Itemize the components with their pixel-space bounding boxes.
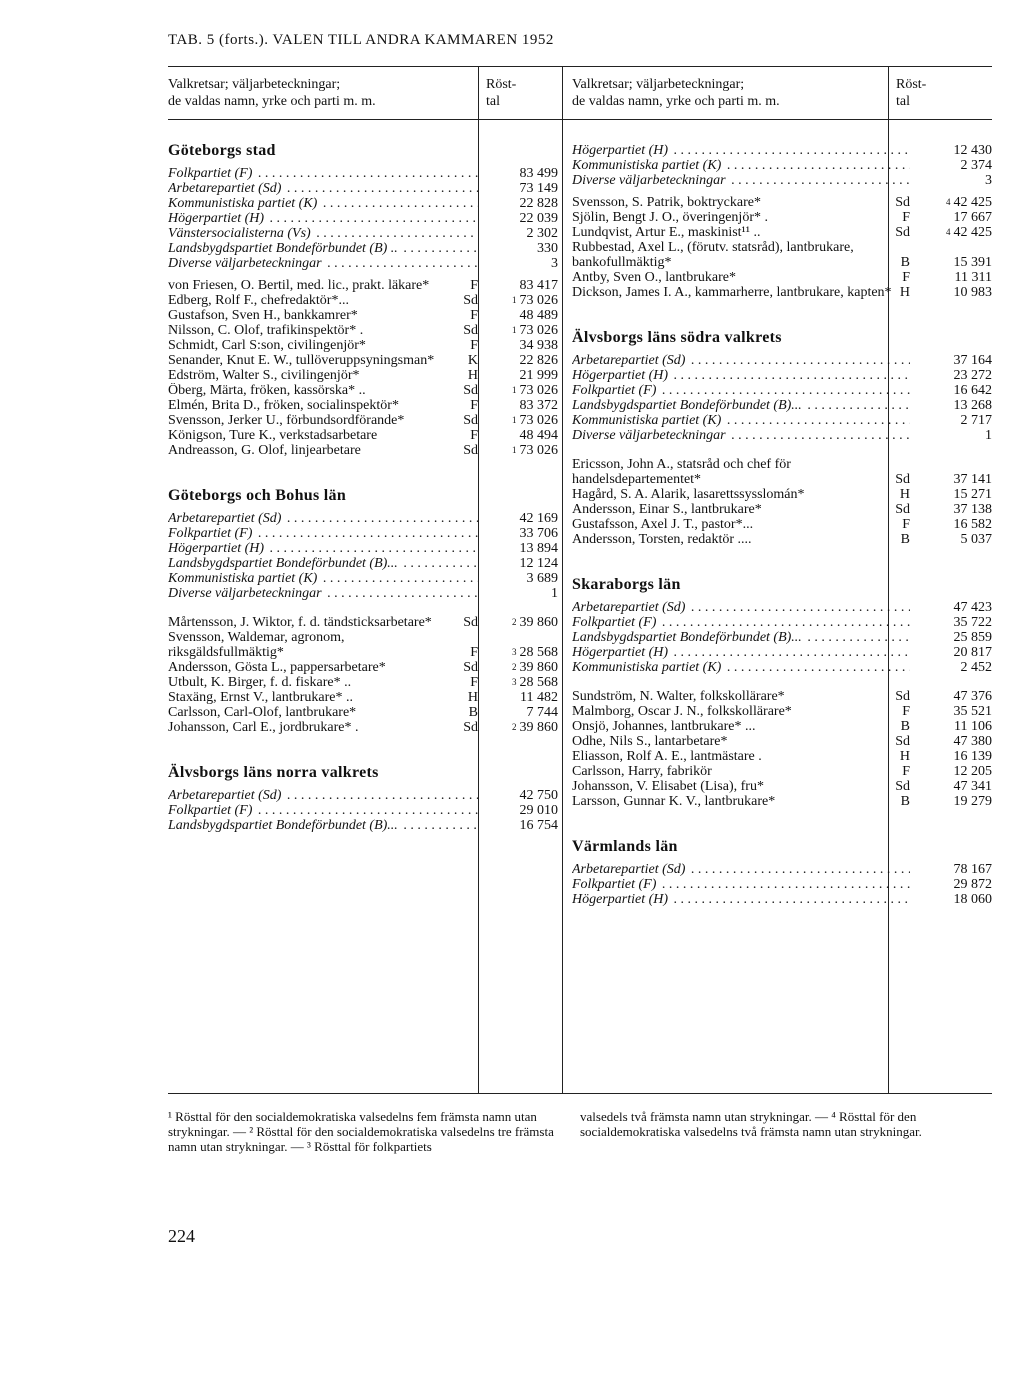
elected-votes: $^1$ 73 026 <box>512 413 558 428</box>
footnote-marker: 1 <box>512 325 517 335</box>
right-label-header: Valkretsar; väljarbeteckningar; de valdas namn, yrke och parti m. m. <box>572 77 780 109</box>
party-name: Arbetarepartiet (Sd) . . . <box>168 181 478 196</box>
elected-name: Andersson, Einar S., lantbrukare* <box>572 502 762 517</box>
elected-row <box>572 734 992 749</box>
party-votes: 330 <box>537 241 558 256</box>
elected-name: von Friesen, O. Bertil, med. lic., prakt. läkare* <box>168 278 430 293</box>
party-row <box>572 383 992 398</box>
left-column <box>168 143 558 833</box>
party-row <box>168 211 558 226</box>
party-votes: 2 374 <box>960 158 992 173</box>
party-code: Sd <box>895 472 910 487</box>
elected-votes: 11 311 <box>954 270 992 285</box>
elected-name: Sjölin, Bengt J. O., överingenjör* . <box>572 210 768 225</box>
party-name: Vänstersocialisterna (Vs) . . . <box>168 226 478 241</box>
elected-name: Malmborg, Oscar J. N., folkskollärare* <box>572 704 792 719</box>
page-number: 224 <box>168 1226 195 1246</box>
elected-name: Gustafson, Sven H., bankkamrer* <box>168 308 358 323</box>
party-name: Kommunistiska partiet (K) . . . <box>572 158 910 173</box>
footnote-marker: 3 <box>512 677 517 687</box>
elected-name: Königson, Ture K., verkstadsarbetare <box>168 428 378 443</box>
party-code: F <box>470 308 478 323</box>
elected-name: Carlsson, Harry, fabrikör <box>572 764 712 779</box>
party-row <box>168 586 558 601</box>
elected-list <box>168 278 558 458</box>
party-row <box>168 803 558 818</box>
elected-name: Andreasson, G. Olof, linjearbetare <box>168 443 361 458</box>
footnote-marker: 1 <box>512 295 517 305</box>
party-row <box>572 398 992 413</box>
elected-votes: 22 826 <box>519 353 558 368</box>
elected-name: Odhe, Nils S., lantarbetare* <box>572 734 728 749</box>
elected-votes: 47 376 <box>953 689 992 704</box>
section-title: Göteborgs stad <box>168 142 276 159</box>
party-row <box>572 877 992 892</box>
party-row <box>572 600 992 615</box>
party-list <box>168 166 558 271</box>
party-code: Sd <box>463 323 478 338</box>
party-row <box>572 173 992 188</box>
elected-name: Onsjö, Johannes, lantbrukare* ... <box>572 719 756 734</box>
party-code: H <box>899 487 910 502</box>
party-code: F <box>902 517 910 532</box>
elected-row <box>168 720 558 735</box>
party-list <box>572 143 992 188</box>
elected-name: Larsson, Gunnar K. V., lantbrukare* <box>572 794 776 809</box>
party-name: Kommunistiska partiet (K) . . . <box>572 413 910 428</box>
elected-name: Johansson, Carl E., jordbrukare* . <box>168 720 359 735</box>
party-votes: 16 642 <box>953 383 992 398</box>
party-code: Sd <box>895 502 910 517</box>
party-code: F <box>902 764 910 779</box>
party-name: Landsbygdspartiet Bondeförbundet (B)... . . . <box>572 630 910 645</box>
party-votes: 2 452 <box>960 660 992 675</box>
footnote-marker: 1 <box>512 385 517 395</box>
footnote-marker: 4 <box>946 197 951 207</box>
elected-name: Svensson, Waldemar, agronom, riksgäldsfullmäktig* <box>168 630 345 660</box>
party-votes: 33 706 <box>519 526 558 541</box>
party-name: Folkpartiet (F) . . . <box>572 877 910 892</box>
party-name: Folkpartiet (F) . . . <box>572 383 910 398</box>
party-name: Folkpartiet (F) . . . <box>168 166 478 181</box>
elected-votes: $^2$ 39 860 <box>512 720 558 735</box>
elected-name: Johansson, V. Elisabet (Lisa), fru* <box>572 779 764 794</box>
party-name: Diverse väljarbeteckningar . . . <box>168 256 478 271</box>
party-row <box>572 862 992 877</box>
party-code: H <box>467 368 478 383</box>
footnotes-left: ¹ Rösttal för den socialdemokratiska valsedelns fem främsta namn utan strykningar. — ² Rösttal för den socialdemokratiska valsedelns tre främsta namn utan strykningar. — ³ Rösttal för folkpartiets <box>168 1109 554 1154</box>
elected-row <box>572 532 992 547</box>
elected-row <box>168 690 558 705</box>
center-divider <box>562 66 563 1094</box>
party-votes: 2 302 <box>526 226 558 241</box>
party-code: H <box>467 690 478 705</box>
footnote-marker: 2 <box>512 662 517 672</box>
party-name: Landsbygdspartiet Bondeförbundet (B)... . . . <box>168 818 478 833</box>
elected-row <box>572 210 992 225</box>
party-code: B <box>900 255 910 270</box>
party-votes: 22 039 <box>519 211 558 226</box>
elected-votes: 7 744 <box>526 705 558 720</box>
elected-votes: $^4$ 42 425 <box>946 195 992 210</box>
party-code: F <box>470 278 478 293</box>
party-votes: 29 010 <box>519 803 558 818</box>
party-votes: 42 169 <box>519 511 558 526</box>
elected-list <box>572 195 992 300</box>
section-title: Älvsborgs läns södra valkrets <box>572 329 782 346</box>
elected-row <box>572 719 992 734</box>
elected-row <box>572 749 992 764</box>
party-list <box>168 788 558 833</box>
party-votes: 23 272 <box>953 368 992 383</box>
elected-row <box>572 285 992 300</box>
elected-votes: 47 380 <box>953 734 992 749</box>
party-code: Sd <box>895 689 910 704</box>
party-list <box>572 600 992 675</box>
party-name: Högerpartiet (H) . . . <box>572 892 910 907</box>
elected-name: Eliasson, Rolf A. E., lantmästare . <box>572 749 762 764</box>
elected-row <box>168 338 558 353</box>
party-row <box>168 256 558 271</box>
elected-row <box>168 278 558 293</box>
elected-votes: 48 494 <box>519 428 558 443</box>
elected-name: Staxäng, Ernst V., lantbrukare* .. <box>168 690 353 705</box>
elected-votes: 83 417 <box>519 278 558 293</box>
elected-row <box>572 502 992 517</box>
elected-name: Nilsson, C. Olof, trafikinspektör* . <box>168 323 364 338</box>
elected-votes: 15 391 <box>953 255 992 270</box>
party-row <box>168 526 558 541</box>
section-title: Göteborgs och Bohus län <box>168 487 347 504</box>
party-name: Högerpartiet (H) . . . <box>168 541 478 556</box>
footnote-marker: 1 <box>512 445 517 455</box>
party-name: Arbetarepartiet (Sd) . . . <box>168 788 478 803</box>
elected-votes: 11 482 <box>520 690 558 705</box>
elected-list <box>572 457 992 547</box>
party-name: Diverse väljarbeteckningar . . . <box>572 428 910 443</box>
elected-row <box>168 630 558 660</box>
party-row <box>168 196 558 211</box>
left-votes-header: Röst- tal <box>486 77 517 109</box>
elected-name: Dickson, James I. A., kammarherre, lantbrukare, kapten* <box>572 285 892 300</box>
elected-name: Utbult, K. Birger, f. d. fiskare* .. <box>168 675 352 690</box>
elected-row <box>168 413 558 428</box>
elected-row <box>572 764 992 779</box>
elected-row <box>168 368 558 383</box>
party-code: F <box>470 428 478 443</box>
top-rule <box>168 66 992 67</box>
party-row <box>572 428 992 443</box>
party-row <box>572 660 992 675</box>
elected-name: Carlsson, Carl-Olof, lantbrukare* <box>168 705 357 720</box>
party-votes: 2 717 <box>960 413 992 428</box>
party-votes: 83 499 <box>519 166 558 181</box>
elected-row <box>168 383 558 398</box>
elected-row <box>572 225 992 240</box>
elected-votes: $^2$ 39 860 <box>512 615 558 630</box>
party-votes: 42 750 <box>519 788 558 803</box>
party-votes: 35 722 <box>953 615 992 630</box>
party-row <box>572 645 992 660</box>
party-votes: 3 <box>985 173 992 188</box>
page-header: TAB. 5 (forts.). VALEN TILL ANDRA KAMMAREN 1952 <box>168 32 554 48</box>
party-code: Sd <box>895 225 910 240</box>
party-name: Folkpartiet (F) . . . <box>168 526 478 541</box>
party-list <box>572 862 992 907</box>
party-row <box>168 541 558 556</box>
party-code: Sd <box>895 779 910 794</box>
elected-row <box>168 398 558 413</box>
party-code: F <box>470 398 478 413</box>
party-code: B <box>900 719 910 734</box>
party-votes: 1 <box>551 586 558 601</box>
party-code: Sd <box>463 413 478 428</box>
party-votes: 12 124 <box>519 556 558 571</box>
elected-votes: $^1$ 73 026 <box>512 293 558 308</box>
elected-row <box>572 689 992 704</box>
elected-votes: 16 582 <box>953 517 992 532</box>
elected-name: Rubbestad, Axel L., (förutv. statsråd), lantbrukare, bankofullmäktig* <box>572 240 854 270</box>
footnote-marker: 2 <box>512 722 517 732</box>
party-votes: 73 149 <box>519 181 558 196</box>
party-row <box>168 818 558 833</box>
elected-row <box>572 487 992 502</box>
party-row <box>168 556 558 571</box>
elected-votes: 15 271 <box>953 487 992 502</box>
elected-votes: 21 999 <box>519 368 558 383</box>
party-name: Högerpartiet (H) . . . <box>572 143 910 158</box>
elected-votes: $^1$ 73 026 <box>512 323 558 338</box>
party-votes: 18 060 <box>953 892 992 907</box>
elected-name: Mårtensson, J. Wiktor, f. d. tändsticksarbetare* <box>168 615 432 630</box>
party-votes: 3 <box>551 256 558 271</box>
elected-name: Lundqvist, Artur E., maskinist¹¹ .. <box>572 225 761 240</box>
elected-row <box>168 660 558 675</box>
party-code: B <box>900 794 910 809</box>
elected-votes: 47 341 <box>953 779 992 794</box>
party-row <box>168 511 558 526</box>
party-name: Landsbygdspartiet Bondeförbundet (B)... . . . <box>572 398 910 413</box>
elected-votes: 11 106 <box>954 719 992 734</box>
party-votes: 13 894 <box>519 541 558 556</box>
elected-row <box>168 443 558 458</box>
elected-votes: $^1$ 73 026 <box>512 383 558 398</box>
elected-votes: $^3$ 28 568 <box>512 675 558 690</box>
party-name: Arbetarepartiet (Sd) . . . <box>168 511 478 526</box>
header-rule <box>168 119 992 120</box>
elected-row <box>168 308 558 323</box>
party-row <box>168 166 558 181</box>
party-row <box>168 181 558 196</box>
elected-row <box>168 615 558 630</box>
party-votes: 12 430 <box>953 143 992 158</box>
party-code: Sd <box>463 720 478 735</box>
party-name: Arbetarepartiet (Sd) . . . <box>572 862 910 877</box>
elected-name: Öberg, Märta, fröken, kassörska* .. <box>168 383 366 398</box>
elected-row <box>168 353 558 368</box>
party-votes: 1 <box>985 428 992 443</box>
elected-row <box>572 457 992 487</box>
party-votes: 13 268 <box>953 398 992 413</box>
elected-row <box>572 195 992 210</box>
party-code: K <box>467 353 478 368</box>
footnote-marker: 3 <box>512 647 517 657</box>
elected-votes: 19 279 <box>953 794 992 809</box>
party-code: F <box>902 704 910 719</box>
elected-list <box>572 689 992 809</box>
party-code: Sd <box>895 734 910 749</box>
party-code: Sd <box>463 443 478 458</box>
elected-votes: 17 667 <box>953 210 992 225</box>
party-name: Högerpartiet (H) . . . <box>572 645 910 660</box>
bottom-rule <box>168 1093 992 1094</box>
party-row <box>572 143 992 158</box>
elected-name: Antby, Sven O., lantbrukare* <box>572 270 736 285</box>
party-name: Kommunistiska partiet (K) . . . <box>168 571 478 586</box>
party-row <box>572 353 992 368</box>
footnote-marker: 1 <box>512 415 517 425</box>
elected-row <box>168 675 558 690</box>
elected-votes: $^4$ 42 425 <box>946 225 992 240</box>
elected-row <box>168 428 558 443</box>
left-label-header: Valkretsar; väljarbeteckningar; de valdas namn, yrke och parti m. m. <box>168 77 376 109</box>
party-name: Kommunistiska partiet (K) . . . <box>168 196 478 211</box>
elected-name: Svensson, Jerker U., förbundsordförande* <box>168 413 405 428</box>
party-code: F <box>470 338 478 353</box>
party-row <box>572 615 992 630</box>
party-votes: 47 423 <box>953 600 992 615</box>
party-code: F <box>902 270 910 285</box>
elected-name: Sundström, N. Walter, folkskollärare* <box>572 689 785 704</box>
party-votes: 37 164 <box>953 353 992 368</box>
party-row <box>168 226 558 241</box>
elected-name: Hagård, S. A. Alarik, lasarettssysslomán* <box>572 487 805 502</box>
party-row <box>572 158 992 173</box>
party-code: Sd <box>463 383 478 398</box>
party-list <box>168 511 558 601</box>
elected-list <box>168 615 558 735</box>
elected-votes: 34 938 <box>519 338 558 353</box>
party-row <box>572 630 992 645</box>
elected-votes: 16 139 <box>953 749 992 764</box>
elected-name: Edström, Walter S., civilingenjör* <box>168 368 360 383</box>
party-name: Kommunistiska partiet (K) . . . <box>572 660 910 675</box>
party-votes: 29 872 <box>953 877 992 892</box>
elected-row <box>572 779 992 794</box>
elected-row <box>572 704 992 719</box>
elected-row <box>572 240 992 270</box>
footnote-marker: 2 <box>512 617 517 627</box>
elected-name: Senander, Knut E. W., tullöveruppsyningsman* <box>168 353 435 368</box>
elected-votes: 10 983 <box>953 285 992 300</box>
party-name: Arbetarepartiet (Sd) . . . <box>572 600 910 615</box>
party-row <box>572 413 992 428</box>
party-code: F <box>470 645 478 660</box>
party-name: Arbetarepartiet (Sd) . . . <box>572 353 910 368</box>
party-name: Folkpartiet (F) . . . <box>572 615 910 630</box>
elected-votes: 37 138 <box>953 502 992 517</box>
party-code: F <box>470 675 478 690</box>
party-row <box>168 571 558 586</box>
elected-votes: 12 205 <box>953 764 992 779</box>
party-list <box>572 353 992 443</box>
party-votes: 20 817 <box>953 645 992 660</box>
party-row <box>168 241 558 256</box>
party-name: Högerpartiet (H) . . . <box>572 368 910 383</box>
party-row <box>572 892 992 907</box>
elected-name: Elmén, Brita D., fröken, socialinspektör* <box>168 398 399 413</box>
party-name: Diverse väljarbeteckningar . . . <box>168 586 478 601</box>
party-code: Sd <box>463 660 478 675</box>
party-name: Landsbygdspartiet Bondeförbundet (B)... . . . <box>168 556 478 571</box>
party-votes: 16 754 <box>519 818 558 833</box>
party-votes: 25 859 <box>953 630 992 645</box>
elected-votes: 37 141 <box>953 472 992 487</box>
elected-votes: 83 372 <box>519 398 558 413</box>
elected-name: Ericsson, John A., statsråd och chef för handelsdepartementet* <box>572 457 791 487</box>
footnote-marker: 4 <box>946 227 951 237</box>
elected-votes: $^1$ 73 026 <box>512 443 558 458</box>
elected-row <box>168 323 558 338</box>
party-votes: 3 689 <box>526 571 558 586</box>
elected-name: Edberg, Rolf F., chefredaktör*... <box>168 293 349 308</box>
elected-row <box>572 270 992 285</box>
elected-row <box>168 705 558 720</box>
elected-name: Gustafsson, Axel J. T., pastor*... <box>572 517 754 532</box>
elected-row <box>572 517 992 532</box>
elected-name: Schmidt, Carl S:son, civilingenjör* <box>168 338 366 353</box>
party-code: Sd <box>895 195 910 210</box>
elected-votes: 35 521 <box>953 704 992 719</box>
party-name: Diverse väljarbeteckningar . . . <box>572 173 910 188</box>
footnotes-right: valsedels två främsta namn utan strykningar. — ⁴ Rösttal för den socialdemokratiska valsedelns två främsta namn utan strykningar. <box>580 1109 922 1139</box>
party-row <box>168 788 558 803</box>
party-code: B <box>468 705 478 720</box>
elected-row <box>572 794 992 809</box>
party-code: Sd <box>463 615 478 630</box>
party-code: F <box>902 210 910 225</box>
right-column <box>572 143 992 907</box>
elected-votes: $^2$ 39 860 <box>512 660 558 675</box>
party-row <box>572 368 992 383</box>
section-title: Älvsborgs läns norra valkrets <box>168 764 379 781</box>
elected-name: Andersson, Torsten, redaktör .... <box>572 532 752 547</box>
party-votes: 22 828 <box>519 196 558 211</box>
right-votes-header: Röst- tal <box>896 77 927 109</box>
party-votes: 78 167 <box>953 862 992 877</box>
elected-votes: 48 489 <box>519 308 558 323</box>
party-code: H <box>899 285 910 300</box>
elected-votes: $^3$ 28 568 <box>512 645 558 660</box>
party-code: B <box>900 532 910 547</box>
party-name: Landsbygdspartiet Bondeförbundet (B) .. . . . <box>168 241 478 256</box>
elected-name: Andersson, Gösta L., pappersarbetare* <box>168 660 386 675</box>
elected-row <box>168 293 558 308</box>
section-title: Värmlands län <box>572 838 678 855</box>
party-code: H <box>899 749 910 764</box>
party-name: Högerpartiet (H) . . . <box>168 211 478 226</box>
party-code: Sd <box>463 293 478 308</box>
elected-votes: 5 037 <box>960 532 992 547</box>
elected-name: Svensson, S. Patrik, boktryckare* <box>572 195 761 210</box>
party-name: Folkpartiet (F) . . . <box>168 803 478 818</box>
section-title: Skaraborgs län <box>572 576 681 593</box>
